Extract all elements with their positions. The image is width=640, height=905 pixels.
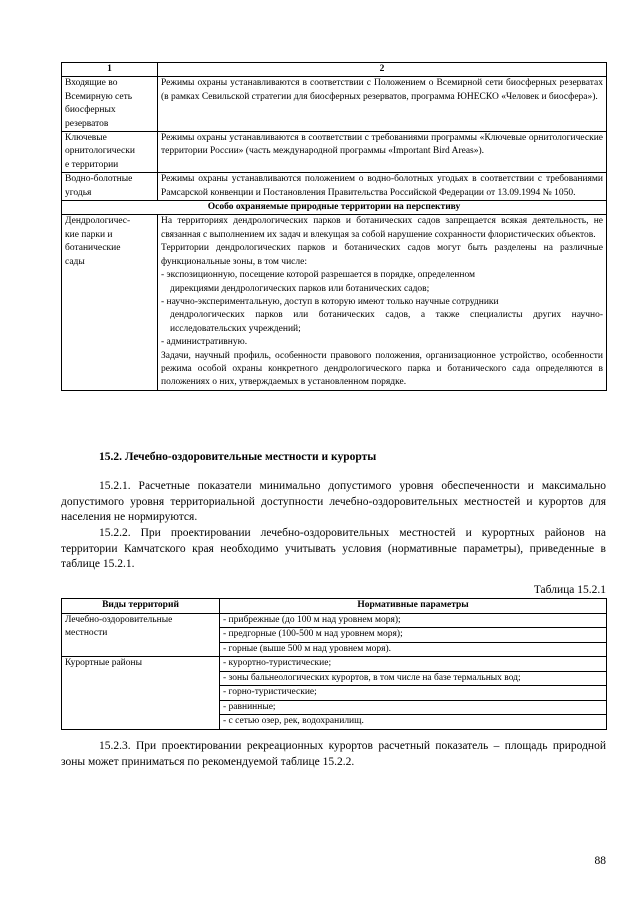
parameter-item: - горно-туристические; xyxy=(220,686,606,701)
page-number: 88 xyxy=(594,855,606,867)
regime-cell xyxy=(158,215,607,390)
table-header-row xyxy=(62,599,607,614)
parameter-item: - курортно-туристические; xyxy=(220,657,606,672)
column-header: 1 xyxy=(62,63,158,77)
parameter-item: - равнинные; xyxy=(220,701,606,716)
regime-paragraph: На территориях дендрологических парков и ботанических садов запрещается всякая деятельность, не связанная с выполнением их задач и влекущая за собой нарушение сохранности флористических объектов. xyxy=(161,216,603,240)
table-row xyxy=(62,657,607,730)
table-row xyxy=(62,77,607,132)
section-header-row xyxy=(62,201,607,215)
parameter-item: - зоны бальнеологических курортов, в том числе на базе термальных вод; xyxy=(220,672,606,687)
paragraph-15-2-1: 15.2.1. Расчетные показатели минимально допустимого уровня обеспеченности и максимально допустимого уровня территориальной доступности лечебно-оздоровительных местностей и курортов для населения не нормируются. xyxy=(61,480,606,523)
regime-paragraph: Задачи, научный профиль, особенности правового положения, организационное устройство, особенности режима особой охраны конкретного дендрологического парка и ботанического сада определяются в положениях о них, утверждаемых в установленном порядке. xyxy=(161,350,603,388)
regime-cell: Режимы охраны устанавливаются в соответствии с Положением о Всемирной сети биосферных резерватах (в рамках Севильской стратегии для биосферных резерватов, программа ЮНЕСКО «Человек и биосфера»). xyxy=(158,77,607,132)
paragraph-15-2-3: 15.2.3. При проектировании рекреационных курортов расчетный показатель – площадь природной зоны может приниматься по рекомендуемой таблице 15.2.2. xyxy=(61,740,606,768)
column-header: Нормативные параметры xyxy=(220,599,607,614)
regime-list-item-continuation: дирекциями дендрологических парков или ботанических садов; xyxy=(170,283,430,294)
parameter-item: - горные (выше 500 м над уровнем моря). xyxy=(223,643,392,654)
section-header-cell: Особо охраняемые природные территории на перспективу xyxy=(62,201,607,215)
territory-type-cell: Курортные районы xyxy=(62,657,220,730)
parameter-item: - с сетью озер, рек, водохранилищ. xyxy=(223,716,364,726)
parameter-item: - прибрежные (до 100 м над уровнем моря); xyxy=(220,614,606,629)
paragraph-15-2-2: 15.2.2. При проектировании лечебно-оздоровительных местностей и курортных районов на территории Камчатского края необходимо учитывать условия (нормативные параметры), приведенные в таблице 15.2.1. xyxy=(61,527,606,570)
table-row xyxy=(62,173,607,201)
parameter-item: - предгорные (100-500 м над уровнем моря); xyxy=(220,628,606,643)
protected-areas-table xyxy=(61,62,607,391)
parameters-cell xyxy=(220,657,607,730)
territory-type-cell: Входящие во Всемирную сеть биосферных резерватов xyxy=(62,77,158,132)
column-header: 2 xyxy=(158,63,607,77)
territory-type-cell: Лечебно-оздоровительные местности xyxy=(62,613,220,657)
regime-list-item: - научно-экспериментальную, доступ в которую имеют только научные сотрудники xyxy=(161,296,499,307)
table-row xyxy=(62,613,607,657)
regime-list-item: - экспозиционную, посещение которой разрешается в порядке, определенном xyxy=(161,270,476,281)
resort-territories-table xyxy=(61,598,607,730)
regime-paragraph: Территории дендрологических парков и ботанических садов могут быть разделены на различные функциональные зоны, в том числе: xyxy=(161,243,603,267)
regime-cell: Режимы охраны устанавливаются в соответствии с требованиями программы «Ключевые орнитологические территории России» (часть международной программы «Important Bird Areas»). xyxy=(158,132,607,173)
table-caption: Таблица 15.2.1 xyxy=(533,584,606,596)
regime-cell: Режимы охраны устанавливаются положением о водно-болотных угодьях в соответствии с требованиями Рамсарской конвенции и Постановления Правительства Российской Федерации от 13.09.1994 № 1050. xyxy=(158,173,607,201)
table-row xyxy=(62,215,607,390)
section-title: 15.2. Лечебно-оздоровительные местности и курорты xyxy=(99,451,377,463)
territory-type-cell: Водно-болотные угодья xyxy=(62,173,158,201)
territory-type-cell: Дендрологичес- кие парки и ботанические сады xyxy=(62,215,158,390)
column-header: Виды территорий xyxy=(62,599,220,614)
regime-list-item-continuation: дендрологических парков или ботанических садов, а также специалисты других научно-исследовательских учреждений; xyxy=(170,310,603,334)
document-page xyxy=(61,0,606,905)
table-row xyxy=(62,132,607,173)
parameters-cell xyxy=(220,613,607,657)
table-header-row xyxy=(62,63,607,77)
territory-type-cell: Ключевые орнитологически е территории xyxy=(62,132,158,173)
regime-list-item: - административную. xyxy=(161,337,248,348)
